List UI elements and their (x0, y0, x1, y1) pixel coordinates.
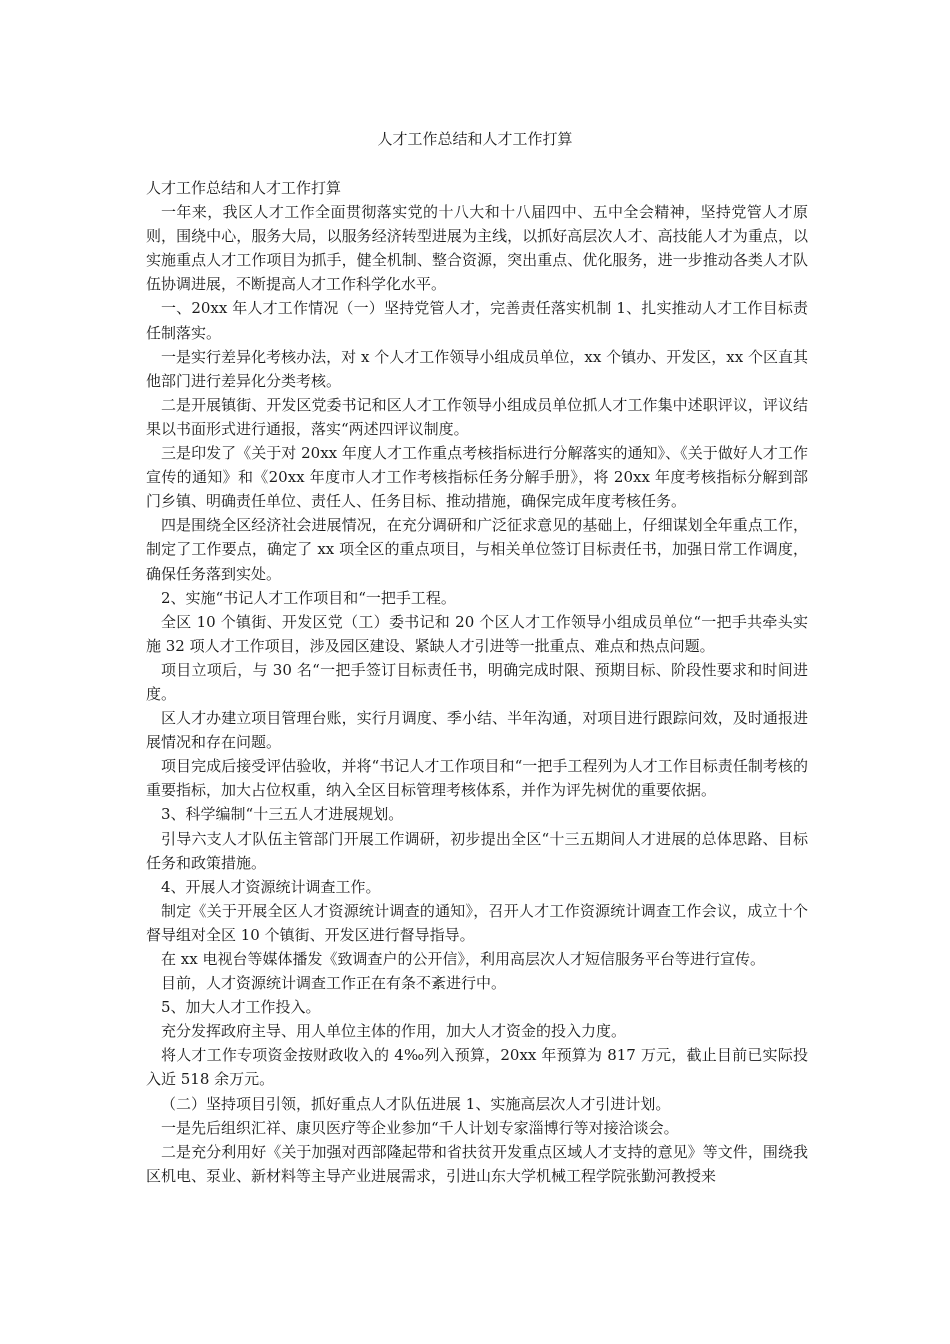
paragraph: 一是实行差异化考核办法，对 x 个人才工作领导小组成员单位，xx 个镇办、开发区，xx 个区直其他部门进行差异化分类考核。 (146, 347, 808, 390)
paragraph: 四是围绕全区经济社会进展情况，在充分调研和广泛征求意见的基础上，仔细谋划全年重点工作，制定了工作要点，确定了 xx 项全区的重点项目，与相关单位签订目标责任书，加强日常工作调度，确保任务落到实处。 (146, 516, 808, 583)
paragraph: 一是先后组织汇祥、康贝医疗等企业参加“千人计划专家淄博行等对接洽谈会。 (161, 1118, 679, 1137)
paragraph: 目前，人才资源统计调查工作正在有条不紊进行中。 (161, 974, 507, 993)
paragraph: 项目立项后，与 30 名“一把手签订目标责任书，明确完成时限、预期目标、阶段性要求和时间进度。 (146, 660, 808, 703)
paragraph: 人才工作总结和人才工作打算 (146, 179, 342, 197)
paragraph: 5、加大人才工作投入。 (161, 998, 321, 1017)
paragraph: 二是开展镇街、开发区党委书记和区人才工作领导小组成员单位抓人才工作集中述职评议，评议结果以书面形式进行通报，落实“两述四评议制度。 (146, 395, 808, 438)
paragraph: 将人才工作专项资金按财政收入的 4‰列入预算，20xx 年预算为 817 万元，截止目前已实际投入近 518 余万元。 (146, 1046, 808, 1089)
paragraph: 在 xx 电视台等媒体播发《致调查户的公开信》，利用高层次人才短信服务平台等进行宣传。 (161, 950, 765, 968)
paragraph: 4、开展人才资源统计调查工作。 (161, 877, 381, 896)
paragraph: 3、科学编制“十三五人才进展规划。 (161, 805, 404, 824)
document-title: 人才工作总结和人才工作打算 (377, 130, 573, 148)
paragraph: 一、20xx 年人才工作情况（一）坚持党管人才，完善责任落实机制 1、扎实推动人才工作目标责任制落实。 (146, 299, 808, 342)
paragraph: 区人才办建立项目管理台账，实行月调度、季小结、半年沟通，对项目进行跟踪问效，及时通报进展情况和存在问题。 (146, 709, 808, 752)
paragraph: 一年来，我区人才工作全面贯彻落实党的十八大和十八届四中、五中全会精神，坚持党管人才原则，围绕中心，服务大局，以服务经济转型进展为主线，以抓好高层次人才、高技能人才为重点，以实施重点人才工作项目为抓手，健全机制、整合资源，突出重点、优化服务，进一步推动各类人才队伍协调进展，不断提高人才工作科学化水平。 (146, 203, 808, 294)
paragraph: 引导六支人才队伍主管部门开展工作调研，初步提出全区“十三五期间人才进展的总体思路、目标任务和政策措施。 (146, 829, 808, 872)
paragraph: 三是印发了《关于对 20xx 年度人才工作重点考核指标进行分解落实的通知》、《关于做好人才工作宣传的通知》和《20xx 年度市人才工作考核指标任务分解手册》，将 20xx 年度考核指标分解到部门乡镇、明确责任单位、责任人、任务目标、推动措施，确保完成年度考核任务。 (146, 444, 808, 511)
paragraph: 二是充分利用好《关于加强对西部隆起带和省扶贫开发重点区域人才支持的意见》等文件，围绕我区机电、泵业、新材料等主导产业进展需求，引进山东大学机械工程学院张勤河教授来 (146, 1142, 808, 1185)
paragraph: 充分发挥政府主导、用人单位主体的作用，加大人才资金的投入力度。 (161, 1022, 627, 1041)
paragraph: 全区 10 个镇街、开发区党（工）委书记和 20 个区人才工作领导小组成员单位“一把手共牵头实施 32 项人才工作项目，涉及园区建设、紧缺人才引进等一批重点、难点和热点问题。 (146, 612, 808, 655)
paragraph: 制定《关于开展全区人才资源统计调查的通知》，召开人才工作资源统计调查工作会议，成立十个督导组对全区 10 个镇街、开发区进行督导指导。 (146, 901, 808, 944)
document-body (146, 176, 808, 1188)
paragraph: （二）坚持项目引领，抓好重点人才队伍进展 1、实施高层次人才引进计划。 (161, 1094, 671, 1113)
paragraph: 2、实施“书记人才工作项目和“一把手工程。 (161, 588, 456, 607)
paragraph: 项目完成后接受评估验收，并将“书记人才工作项目和“一把手工程列为人才工作目标责任制考核的重要指标，加大占位权重，纳入全区目标管理考核体系，并作为评先树优的重要依据。 (146, 757, 808, 800)
